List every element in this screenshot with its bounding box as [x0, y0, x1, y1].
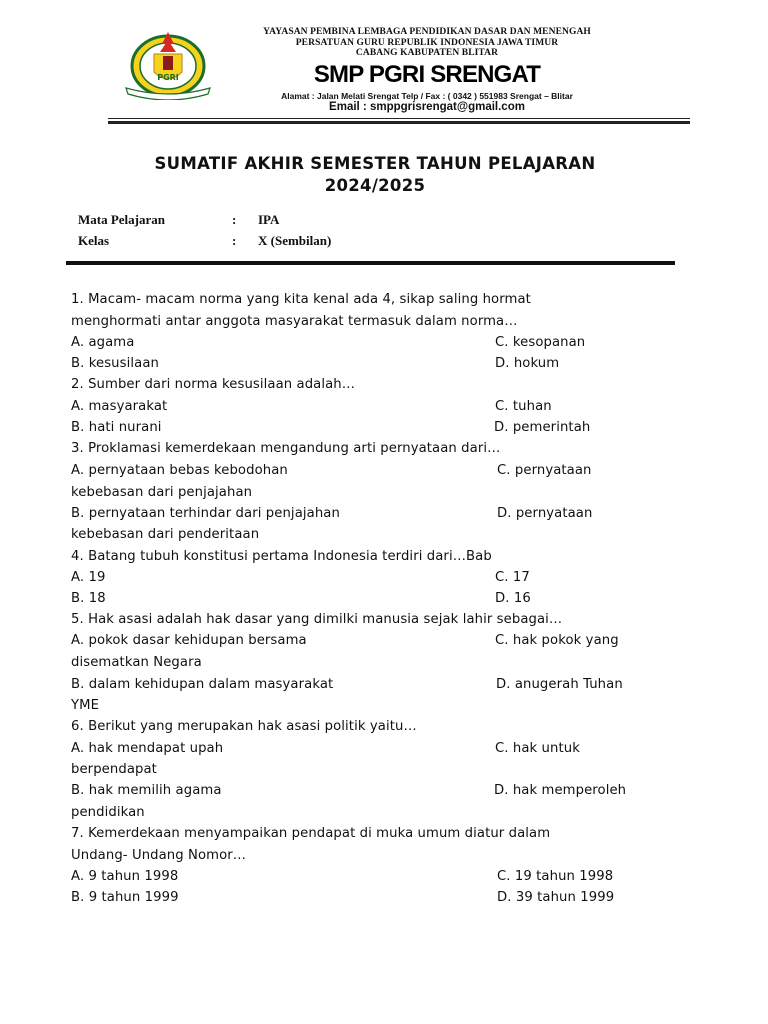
- exam-title-line-1: SUMATIF AKHIR SEMESTER TAHUN PELAJARAN: [154, 154, 596, 173]
- question-2-option-a: A. masyarakat: [71, 399, 168, 414]
- question-2-stem: 2. Sumber dari norma kesusilaan adalah…: [71, 377, 356, 392]
- question-6-option-d: D. hak memperoleh: [494, 783, 627, 798]
- question-7-stem: 7. Kemerdekaan menyampaikan pendapat di muka umum diatur dalam: [71, 826, 551, 841]
- question-1-option-d: D. hokum: [495, 356, 560, 371]
- question-5-option-b: B. dalam kehidupan dalam masyarakat: [71, 677, 334, 692]
- header-line-2: PERSATUAN GURU REPUBLIK INDONESIA JAWA TIMUR: [295, 38, 559, 48]
- header-divider-thin: [108, 118, 690, 119]
- header-line-3: CABANG KABUPATEN BLITAR: [355, 48, 499, 58]
- question-4-option-b: B. 18: [71, 591, 106, 606]
- question-6-option-c: C. hak untuk: [495, 741, 580, 756]
- question-3-option-d-cont: kebebasan dari penderitaan: [71, 527, 260, 542]
- subject-value: IPA: [258, 212, 280, 227]
- school-email: Email : smppgrisrengat@gmail.com: [329, 101, 525, 113]
- question-3-option-c-cont: kebebasan dari penjajahan: [71, 485, 253, 500]
- question-4-option-a: A. 19: [71, 570, 106, 585]
- question-3-stem: 3. Proklamasi kemerdekaan mengandung arti pernyataan dari…: [71, 441, 501, 456]
- meta-divider: [66, 261, 675, 265]
- question-5-option-d-cont: YME: [71, 698, 100, 713]
- question-7-option-b: B. 9 tahun 1999: [71, 890, 179, 905]
- question-1-stem: 1. Macam- macam norma yang kita kenal ada 4, sikap saling hormat: [71, 292, 531, 307]
- question-5-option-c: C. hak pokok yang: [495, 633, 619, 648]
- class-value: X (Sembilan): [258, 233, 332, 248]
- question-6-stem: 6. Berikut yang merupakan hak asasi politik yaitu…: [71, 719, 417, 734]
- class-label: Kelas: [78, 233, 110, 248]
- question-6-option-d-cont: pendidikan: [71, 805, 145, 820]
- class-separator: :: [232, 233, 237, 248]
- question-4-option-c: C. 17: [495, 570, 530, 585]
- question-1-option-a: A. agama: [71, 335, 135, 350]
- question-6-option-a: A. hak mendapat upah: [71, 741, 224, 756]
- question-3-option-c: C. pernyataan: [497, 463, 592, 478]
- question-3-option-a: A. pernyataan bebas kebodohan: [71, 463, 288, 478]
- question-6-option-b: B. hak memilih agama: [71, 783, 222, 798]
- question-5-option-d: D. anugerah Tuhan: [496, 677, 623, 692]
- school-logo: [122, 26, 214, 100]
- school-name: SMP PGRI SRENGAT: [313, 61, 541, 88]
- question-3-option-b: B. pernyataan terhindar dari penjajahan: [71, 506, 340, 521]
- question-7-stem-cont: Undang- Undang Nomor…: [71, 848, 247, 863]
- question-7-option-a: A. 9 tahun 1998: [71, 869, 179, 884]
- header-divider-thick: [108, 121, 690, 124]
- question-4-option-d: D. 16: [495, 591, 531, 606]
- question-4-stem: 4. Batang tubuh konstitusi pertama Indonesia terdiri dari…Bab: [71, 549, 492, 564]
- school-address: Alamat : Jalan Melati Srengat Telp / Fax : ( 0342 ) 551983 Srengat – Blitar: [281, 91, 573, 101]
- question-2-option-b: B. hati nurani: [71, 420, 162, 435]
- question-6-option-c-cont: berpendapat: [71, 762, 157, 777]
- subject-separator: :: [232, 212, 237, 227]
- header-line-1: YAYASAN PEMBINA LEMBAGA PENDIDIKAN DASAR DAN MENENGAH: [263, 27, 591, 37]
- question-7-option-d: D. 39 tahun 1999: [497, 890, 615, 905]
- question-5-option-c-cont: disematkan Negara: [71, 655, 202, 670]
- question-1-option-c: C. kesopanan: [495, 335, 586, 350]
- question-5-option-a: A. pokok dasar kehidupan bersama: [71, 633, 307, 648]
- logo-text: PGRI: [157, 73, 179, 82]
- question-2-option-d: D. pemerintah: [494, 420, 591, 435]
- question-5-stem: 5. Hak asasi adalah hak dasar yang dimilki manusia sejak lahir sebagai…: [71, 612, 563, 627]
- question-1-option-b: B. kesusilaan: [71, 356, 159, 371]
- subject-label: Mata Pelajaran: [78, 212, 166, 227]
- question-3-option-d: D. pernyataan: [497, 506, 593, 521]
- exam-title: [100, 153, 650, 197]
- question-1-stem-cont: menghormati antar anggota masyarakat termasuk dalam norma…: [71, 314, 518, 329]
- exam-title-line-2: 2024/2025: [324, 176, 426, 195]
- question-2-option-c: C. tuhan: [495, 399, 552, 414]
- question-7-option-c: C. 19 tahun 1998: [497, 869, 614, 884]
